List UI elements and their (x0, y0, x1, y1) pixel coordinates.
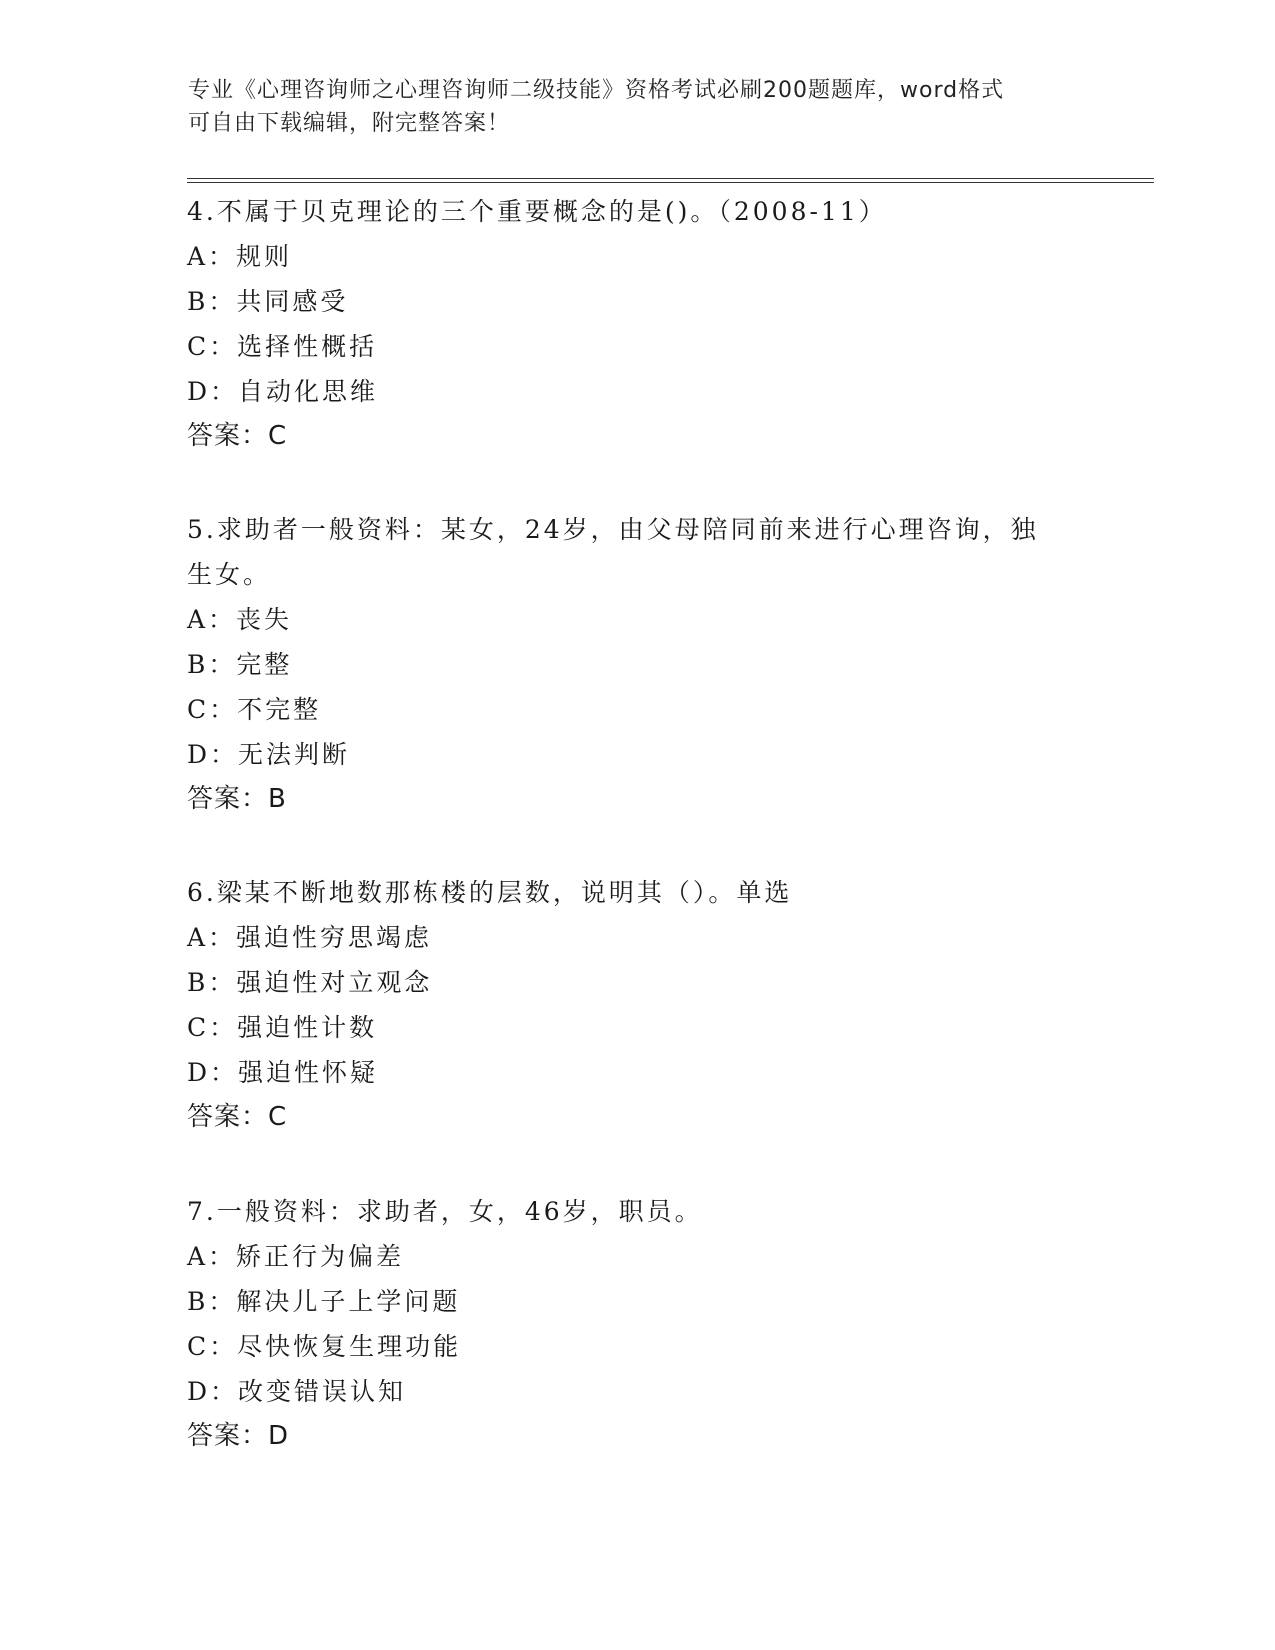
option-c: C：强迫性计数 (187, 1013, 378, 1042)
option-b: B：强迫性对立观念 (187, 968, 433, 997)
option-c: C：不完整 (187, 695, 322, 724)
option-b: B：共同感受 (187, 287, 349, 316)
question-stem: 6.梁某不断地数那栋楼的层数，说明其（）。单选 (187, 878, 793, 907)
header-line-2: 可自由下载编辑，附完整答案！ (188, 111, 511, 136)
answer-line: 答案：D (187, 1421, 290, 1451)
header-divider-top (187, 178, 1154, 179)
question-stem: 5.求助者一般资料：某女，24岁，由父母陪同前来进行心理咨询，独 (187, 515, 1039, 544)
option-c: C：尽快恢复生理功能 (187, 1332, 462, 1361)
option-b: B：完整 (187, 650, 293, 679)
option-d: D：改变错误认知 (187, 1377, 407, 1406)
answer-line: 答案：B (187, 784, 287, 814)
question-stem: 7.一般资料：求助者，女，46岁，职员。 (187, 1197, 703, 1226)
answer-line: 答案：C (187, 421, 288, 451)
option-a: A：规则 (187, 242, 293, 271)
option-d: D：自动化思维 (187, 377, 379, 406)
question-stem-continued: 生女。 (187, 560, 272, 589)
option-a: A：强迫性穷思竭虑 (187, 923, 433, 952)
answer-line: 答案：C (187, 1102, 288, 1132)
question-block-6 (187, 870, 1087, 1140)
header-divider-bottom (187, 182, 1154, 183)
question-stem: 4.不属于贝克理论的三个重要概念的是()。（2008-11） (187, 197, 887, 226)
header-line-1: 专业《心理咨询师之心理咨询师二级技能》资格考试必刷200题题库，word格式 (188, 78, 1005, 103)
question-block-4 (187, 189, 1087, 459)
option-c: C：选择性概括 (187, 332, 378, 361)
document-header (188, 74, 1088, 140)
option-a: A：矫正行为偏差 (187, 1242, 405, 1271)
question-block-5 (187, 507, 1087, 822)
option-a: A：丧失 (187, 605, 293, 634)
option-d: D：强迫性怀疑 (187, 1058, 379, 1087)
option-d: D：无法判断 (187, 740, 351, 769)
question-block-7 (187, 1189, 1087, 1459)
option-b: B：解决儿子上学问题 (187, 1287, 461, 1316)
